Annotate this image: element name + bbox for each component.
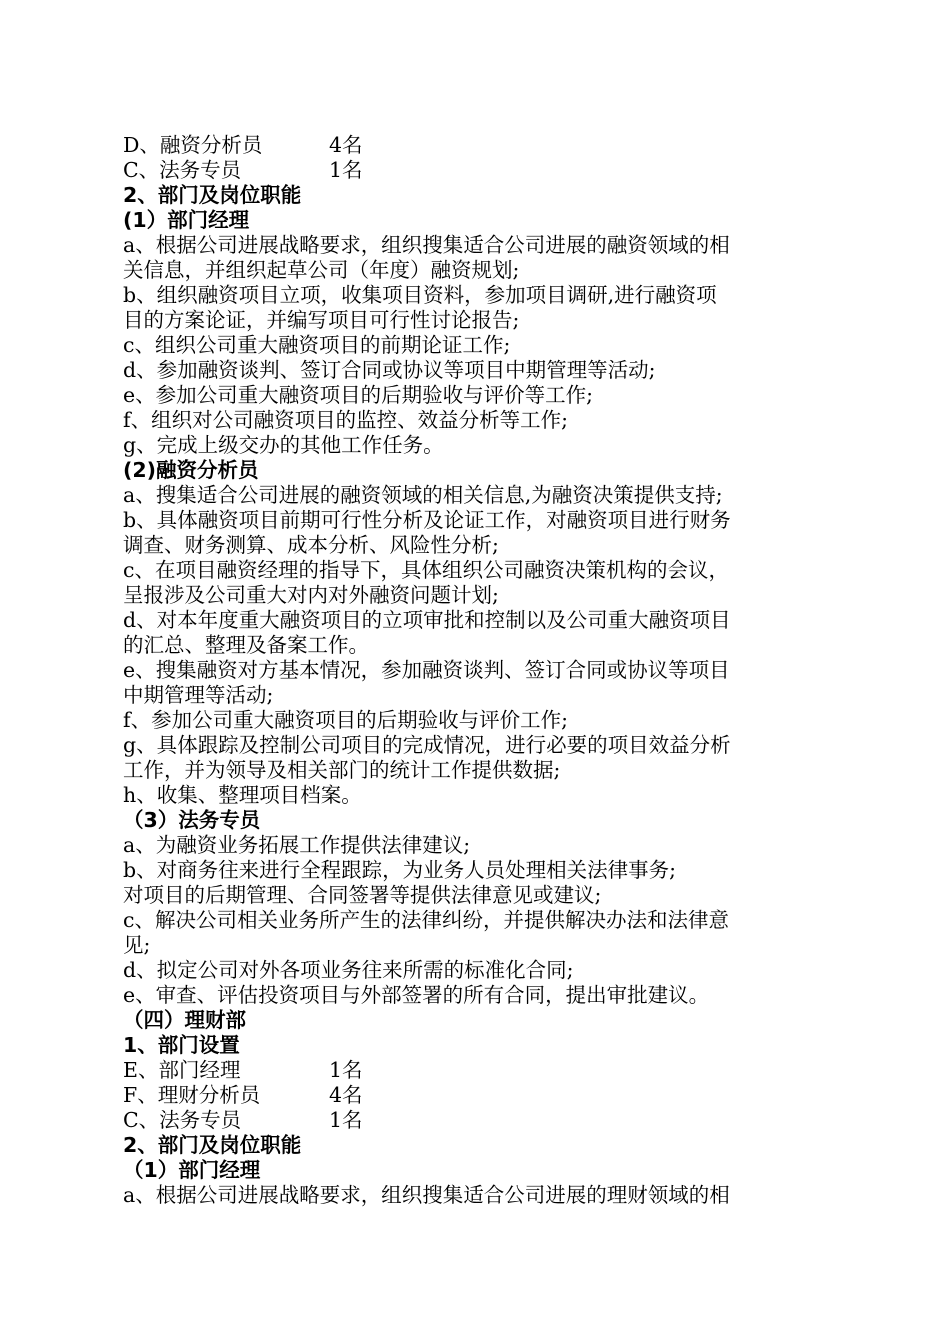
staff-count: 1名 bbox=[329, 1108, 363, 1132]
paragraph-line: g、具体跟踪及控制公司项目的完成情况，进行必要的项目效益分析 bbox=[123, 733, 731, 757]
section-heading: （四）理财部 bbox=[123, 1008, 246, 1032]
staff-role: D、融资分析员 bbox=[123, 133, 263, 157]
section-heading: （1）部门经理 bbox=[123, 1158, 261, 1182]
paragraph-line: e、审查、评估投资项目与外部签署的所有合同，提出审批建议。 bbox=[123, 983, 710, 1007]
section-heading: 2、部门及岗位职能 bbox=[123, 183, 302, 207]
paragraph-line: f、参加公司重大融资项目的后期验收与评价工作; bbox=[123, 708, 568, 732]
paragraph-line: 关信息，并组织起草公司（年度）融资规划; bbox=[123, 258, 520, 282]
paragraph-line: d、对本年度重大融资项目的立项审批和控制以及公司重大融资项目 bbox=[123, 608, 731, 632]
section-heading: 2、部门及岗位职能 bbox=[123, 1133, 302, 1157]
paragraph-line: b、组织融资项目立项，收集项目资料，参加项目调研,进行融资项 bbox=[123, 283, 717, 307]
paragraph-line: 中期管理等活动; bbox=[123, 683, 274, 707]
section-heading: （3）法务专员 bbox=[123, 808, 261, 832]
paragraph-line: c、组织公司重大融资项目的前期论证工作; bbox=[123, 333, 511, 357]
paragraph-line: b、对商务往来进行全程跟踪，为业务人员处理相关法律事务; bbox=[123, 858, 677, 882]
paragraph-line: 见; bbox=[123, 933, 151, 957]
paragraph-line: d、拟定公司对外各项业务往来所需的标准化合同; bbox=[123, 958, 574, 982]
staff-row bbox=[123, 1083, 843, 1108]
paragraph-line: b、具体融资项目前期可行性分析及论证工作，对融资项目进行财务 bbox=[123, 508, 731, 532]
paragraph-line: 呈报涉及公司重大对内对外融资问题计划; bbox=[123, 583, 499, 607]
staff-row bbox=[123, 1058, 843, 1083]
section-heading: 1、部门设置 bbox=[123, 1033, 240, 1057]
paragraph-line: h、收集、整理项目档案。 bbox=[123, 783, 362, 807]
section-heading: (2)融资分析员 bbox=[123, 458, 259, 482]
document-page bbox=[123, 133, 843, 1208]
section-heading: (1）部门经理 bbox=[123, 208, 250, 232]
paragraph-line: d、参加融资谈判、签订合同或协议等项目中期管理等活动; bbox=[123, 358, 656, 382]
paragraph-line: a、根据公司进展战略要求，组织搜集适合公司进展的理财领域的相 bbox=[123, 1183, 730, 1207]
staff-row bbox=[123, 133, 843, 158]
paragraph-line: e、搜集融资对方基本情况，参加融资谈判、签订合同或协议等项目 bbox=[123, 658, 730, 682]
staff-role: C、法务专员 bbox=[123, 1108, 242, 1132]
paragraph-line: f、组织对公司融资项目的监控、效益分析等工作; bbox=[123, 408, 568, 432]
staff-count: 1名 bbox=[329, 158, 363, 182]
staff-count: 1名 bbox=[329, 1058, 363, 1082]
staff-row bbox=[123, 1108, 843, 1133]
staff-count: 4名 bbox=[329, 133, 363, 157]
paragraph-line: e、参加公司重大融资项目的后期验收与评价等工作; bbox=[123, 383, 594, 407]
staff-count: 4名 bbox=[329, 1083, 363, 1107]
staff-role: F、理财分析员 bbox=[123, 1083, 261, 1107]
staff-role: C、法务专员 bbox=[123, 158, 242, 182]
paragraph-line: a、搜集适合公司进展的融资领域的相关信息,为融资决策提供支持; bbox=[123, 483, 723, 507]
staff-role: E、部门经理 bbox=[123, 1058, 241, 1082]
paragraph-line: 调查、财务测算、成本分析、风险性分析; bbox=[123, 533, 499, 557]
paragraph-line: 工作，并为领导及相关部门的统计工作提供数据; bbox=[123, 758, 561, 782]
paragraph-line: 目的方案论证，并编写项目可行性讨论报告; bbox=[123, 308, 520, 332]
paragraph-line: 的汇总、整理及备案工作。 bbox=[123, 633, 369, 657]
paragraph-line: g、完成上级交办的其他工作任务。 bbox=[123, 433, 444, 457]
staff-row bbox=[123, 158, 843, 183]
paragraph-line: c、在项目融资经理的指导下，具体组织公司融资决策机构的会议， bbox=[123, 558, 729, 582]
paragraph-line: c、解决公司相关业务所产生的法律纠纷，并提供解决办法和法律意 bbox=[123, 908, 729, 932]
paragraph-line: a、为融资业务拓展工作提供法律建议; bbox=[123, 833, 471, 857]
paragraph-line: 对项目的后期管理、合同签署等提供法律意见或建议; bbox=[123, 883, 602, 907]
paragraph-line: a、根据公司进展战略要求，组织搜集适合公司进展的融资领域的相 bbox=[123, 233, 730, 257]
